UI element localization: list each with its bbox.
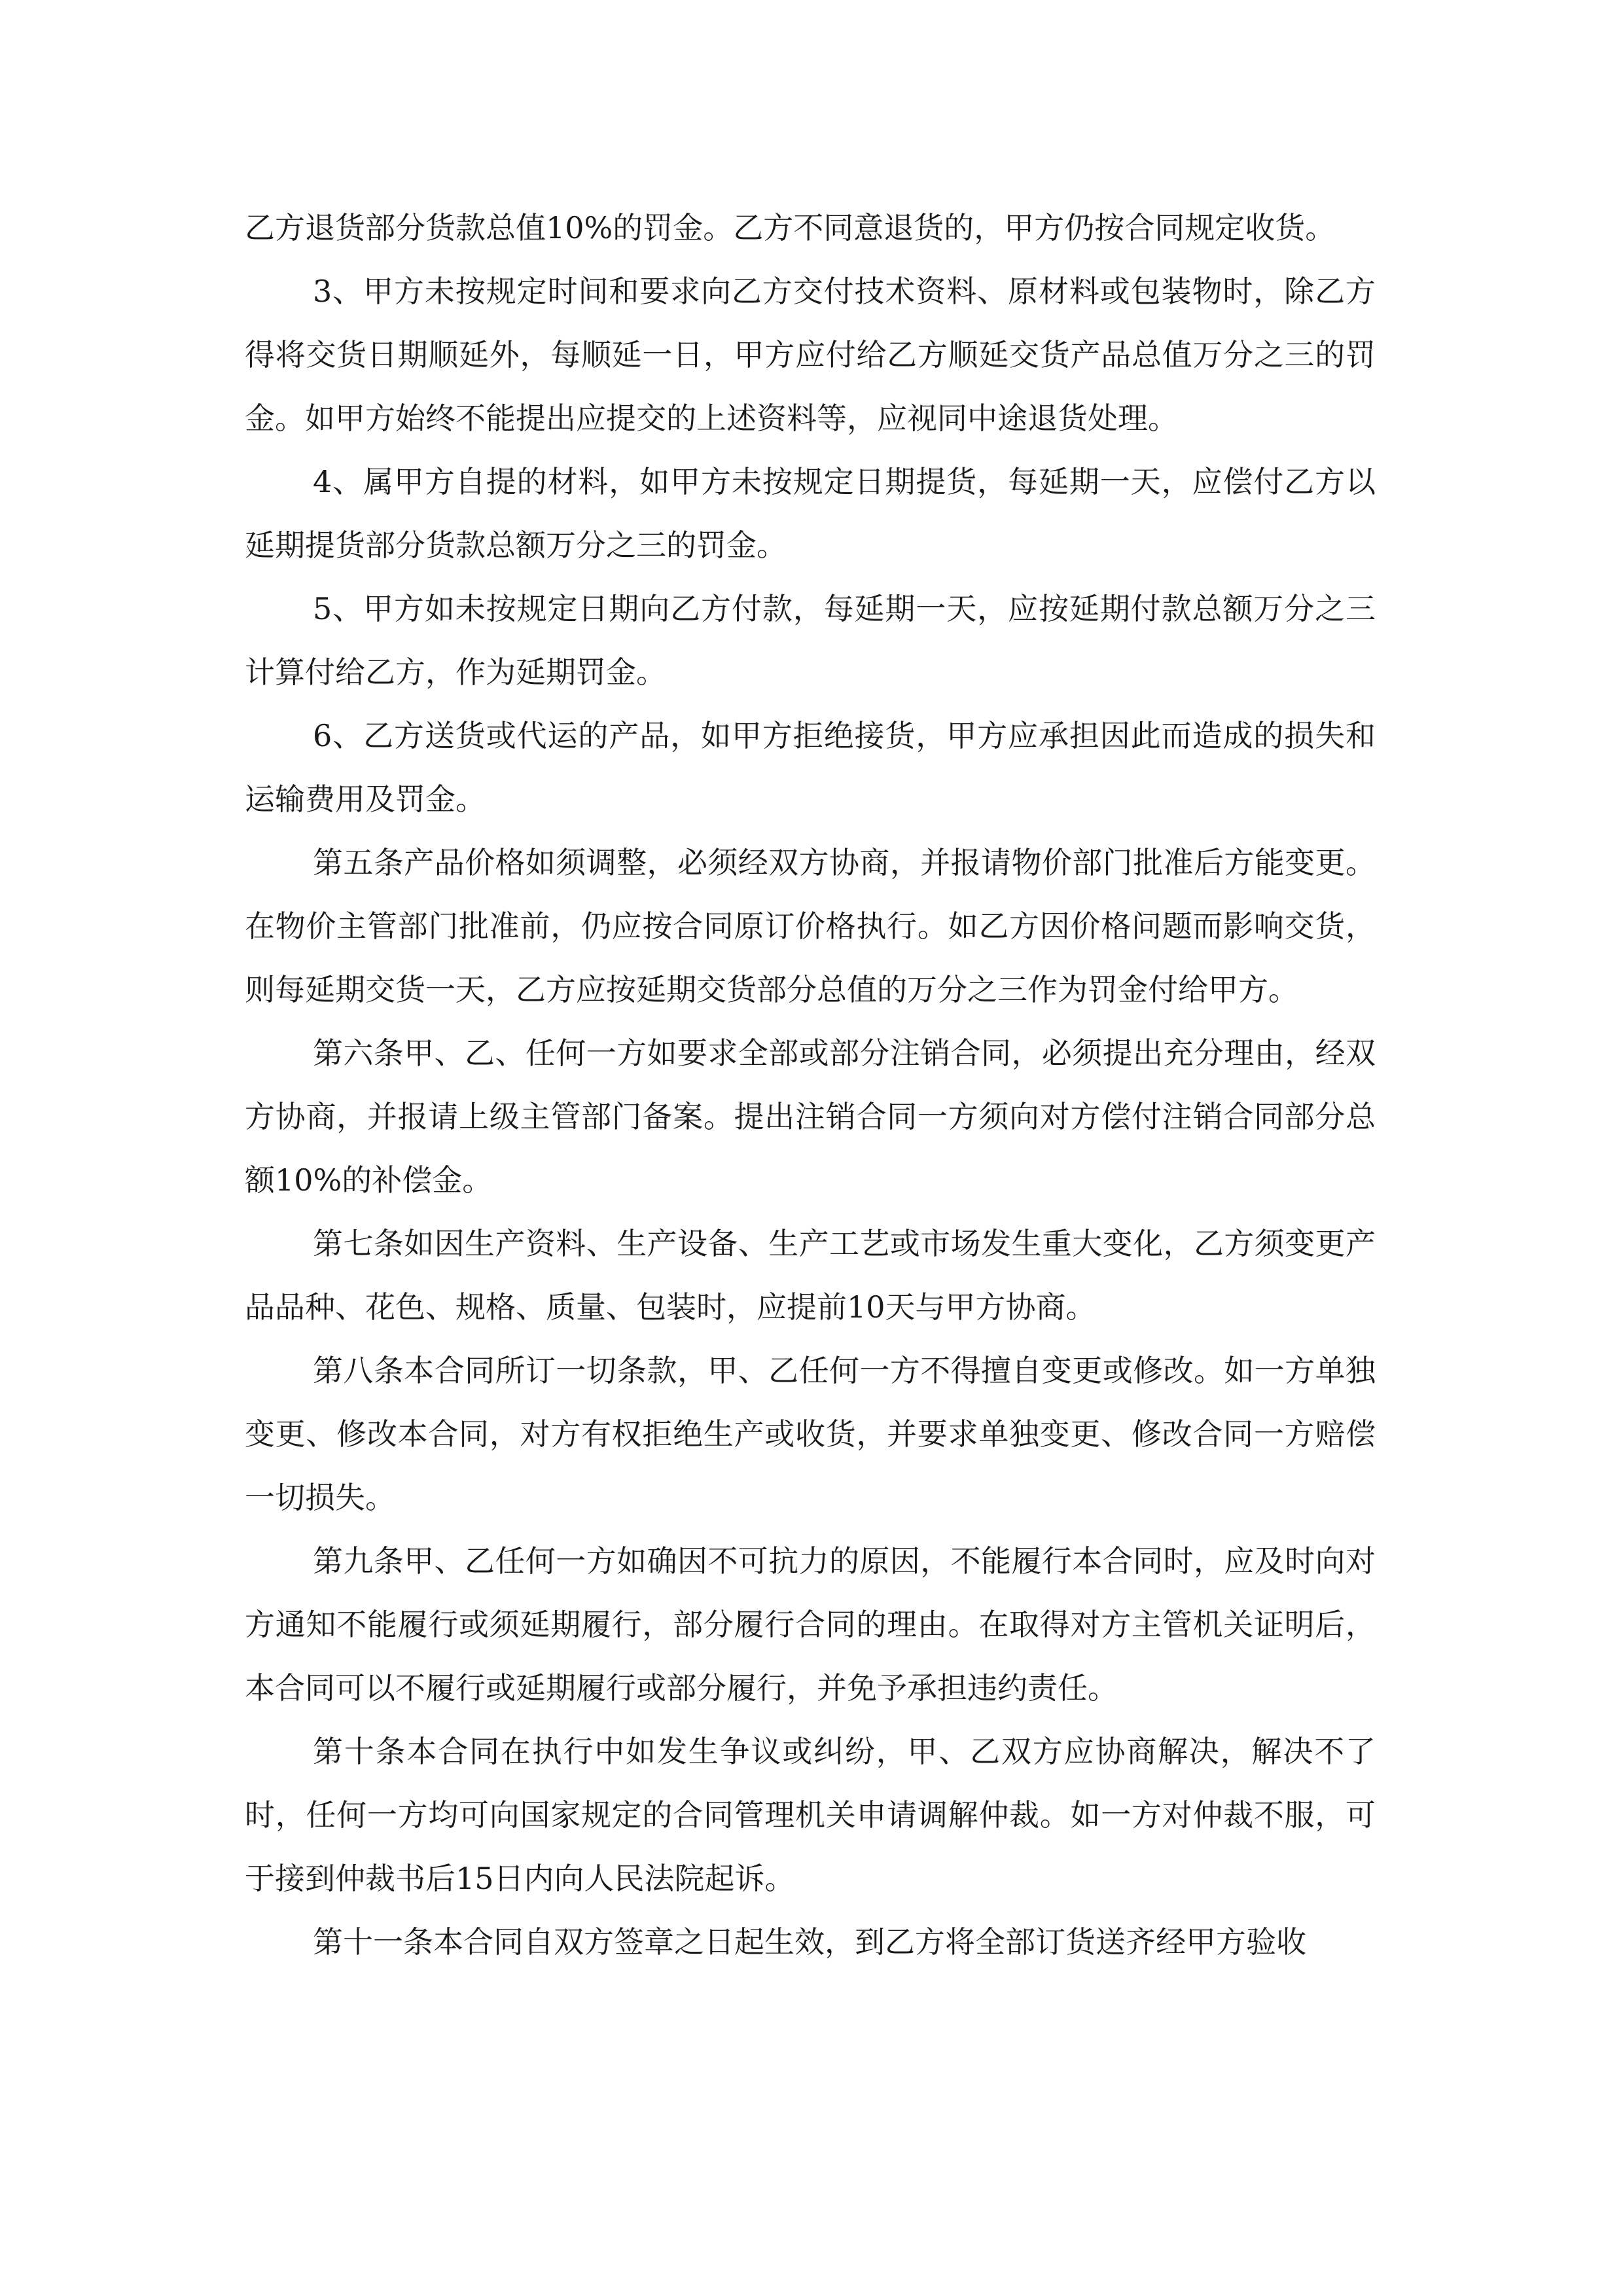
paragraph-item-6: 6、乙方送货或代运的产品，如甲方拒绝接货，甲方应承担因此而造成的损失和运输费用及罚金。 — [245, 718, 1376, 817]
paragraph-article-7: 第七条如因生产资料、生产设备、生产工艺或市场发生重大变化，乙方须变更产品品种、花色、规格、质量、包装时，应提前10天与甲方协商。 — [245, 1226, 1376, 1325]
paragraph-item-3: 3、甲方未按规定时间和要求向乙方交付技术资料、原材料或包装物时，除乙方得将交货日期顺延外，每顺延一日，甲方应付给乙方顺延交货产品总值万分之三的罚金。如甲方始终不能提出应提交的上述资料等，应视同中途退货处理。 — [245, 274, 1376, 436]
paragraph-article-8: 第八条本合同所订一切条款，甲、乙任何一方不得擅自变更或修改。如一方单独变更、修改本合同，对方有权拒绝生产或收货，并要求单独变更、修改合同一方赔偿一切损失。 — [245, 1353, 1376, 1515]
paragraph-article-9: 第九条甲、乙任何一方如确因不可抗力的原因，不能履行本合同时，应及时向对方通知不能履行或须延期履行，部分履行合同的理由。在取得对方主管机关证明后，本合同可以不履行或延期履行或部分履行，并免予承担违约责任。 — [245, 1543, 1376, 1706]
paragraph-item-5: 5、甲方如未按规定日期向乙方付款，每延期一天，应按延期付款总额万分之三计算付给乙方，作为延期罚金。 — [245, 591, 1376, 690]
paragraph-article-5: 第五条产品价格如须调整，必须经双方协商，并报请物价部门批准后方能变更。在物价主管部门批准前，仍应按合同原订价格执行。如乙方因价格问题而影响交货，则每延期交货一天，乙方应按延期交货部分总值的万分之三作为罚金付给甲方。 — [245, 845, 1376, 1007]
paragraph-continuation: 乙方退货部分货款总值10%的罚金。乙方不同意退货的，甲方仍按合同规定收货。 — [245, 210, 1336, 245]
paragraph-article-11: 第十一条本合同自双方签章之日起生效，到乙方将全部订货送齐经甲方验收 — [313, 1924, 1306, 1960]
paragraph-article-6: 第六条甲、乙、任何一方如要求全部或部分注销合同，必须提出充分理由，经双方协商，并报请上级主管部门备案。提出注销合同一方须向对方偿付注销合同部分总额10%的补偿金。 — [245, 1035, 1376, 1198]
paragraph-article-10: 第十条本合同在执行中如发生争议或纠纷，甲、乙双方应协商解决，解决不了时，任何一方均可向国家规定的合同管理机关申请调解仲裁。如一方对仲裁不服，可于接到仲裁书后15日内向人民法院起诉。 — [245, 1734, 1376, 1896]
document-body — [245, 196, 1376, 1974]
paragraph-item-4: 4、属甲方自提的材料，如甲方未按规定日期提货，每延期一天，应偿付乙方以延期提货部分货款总额万分之三的罚金。 — [245, 464, 1376, 563]
